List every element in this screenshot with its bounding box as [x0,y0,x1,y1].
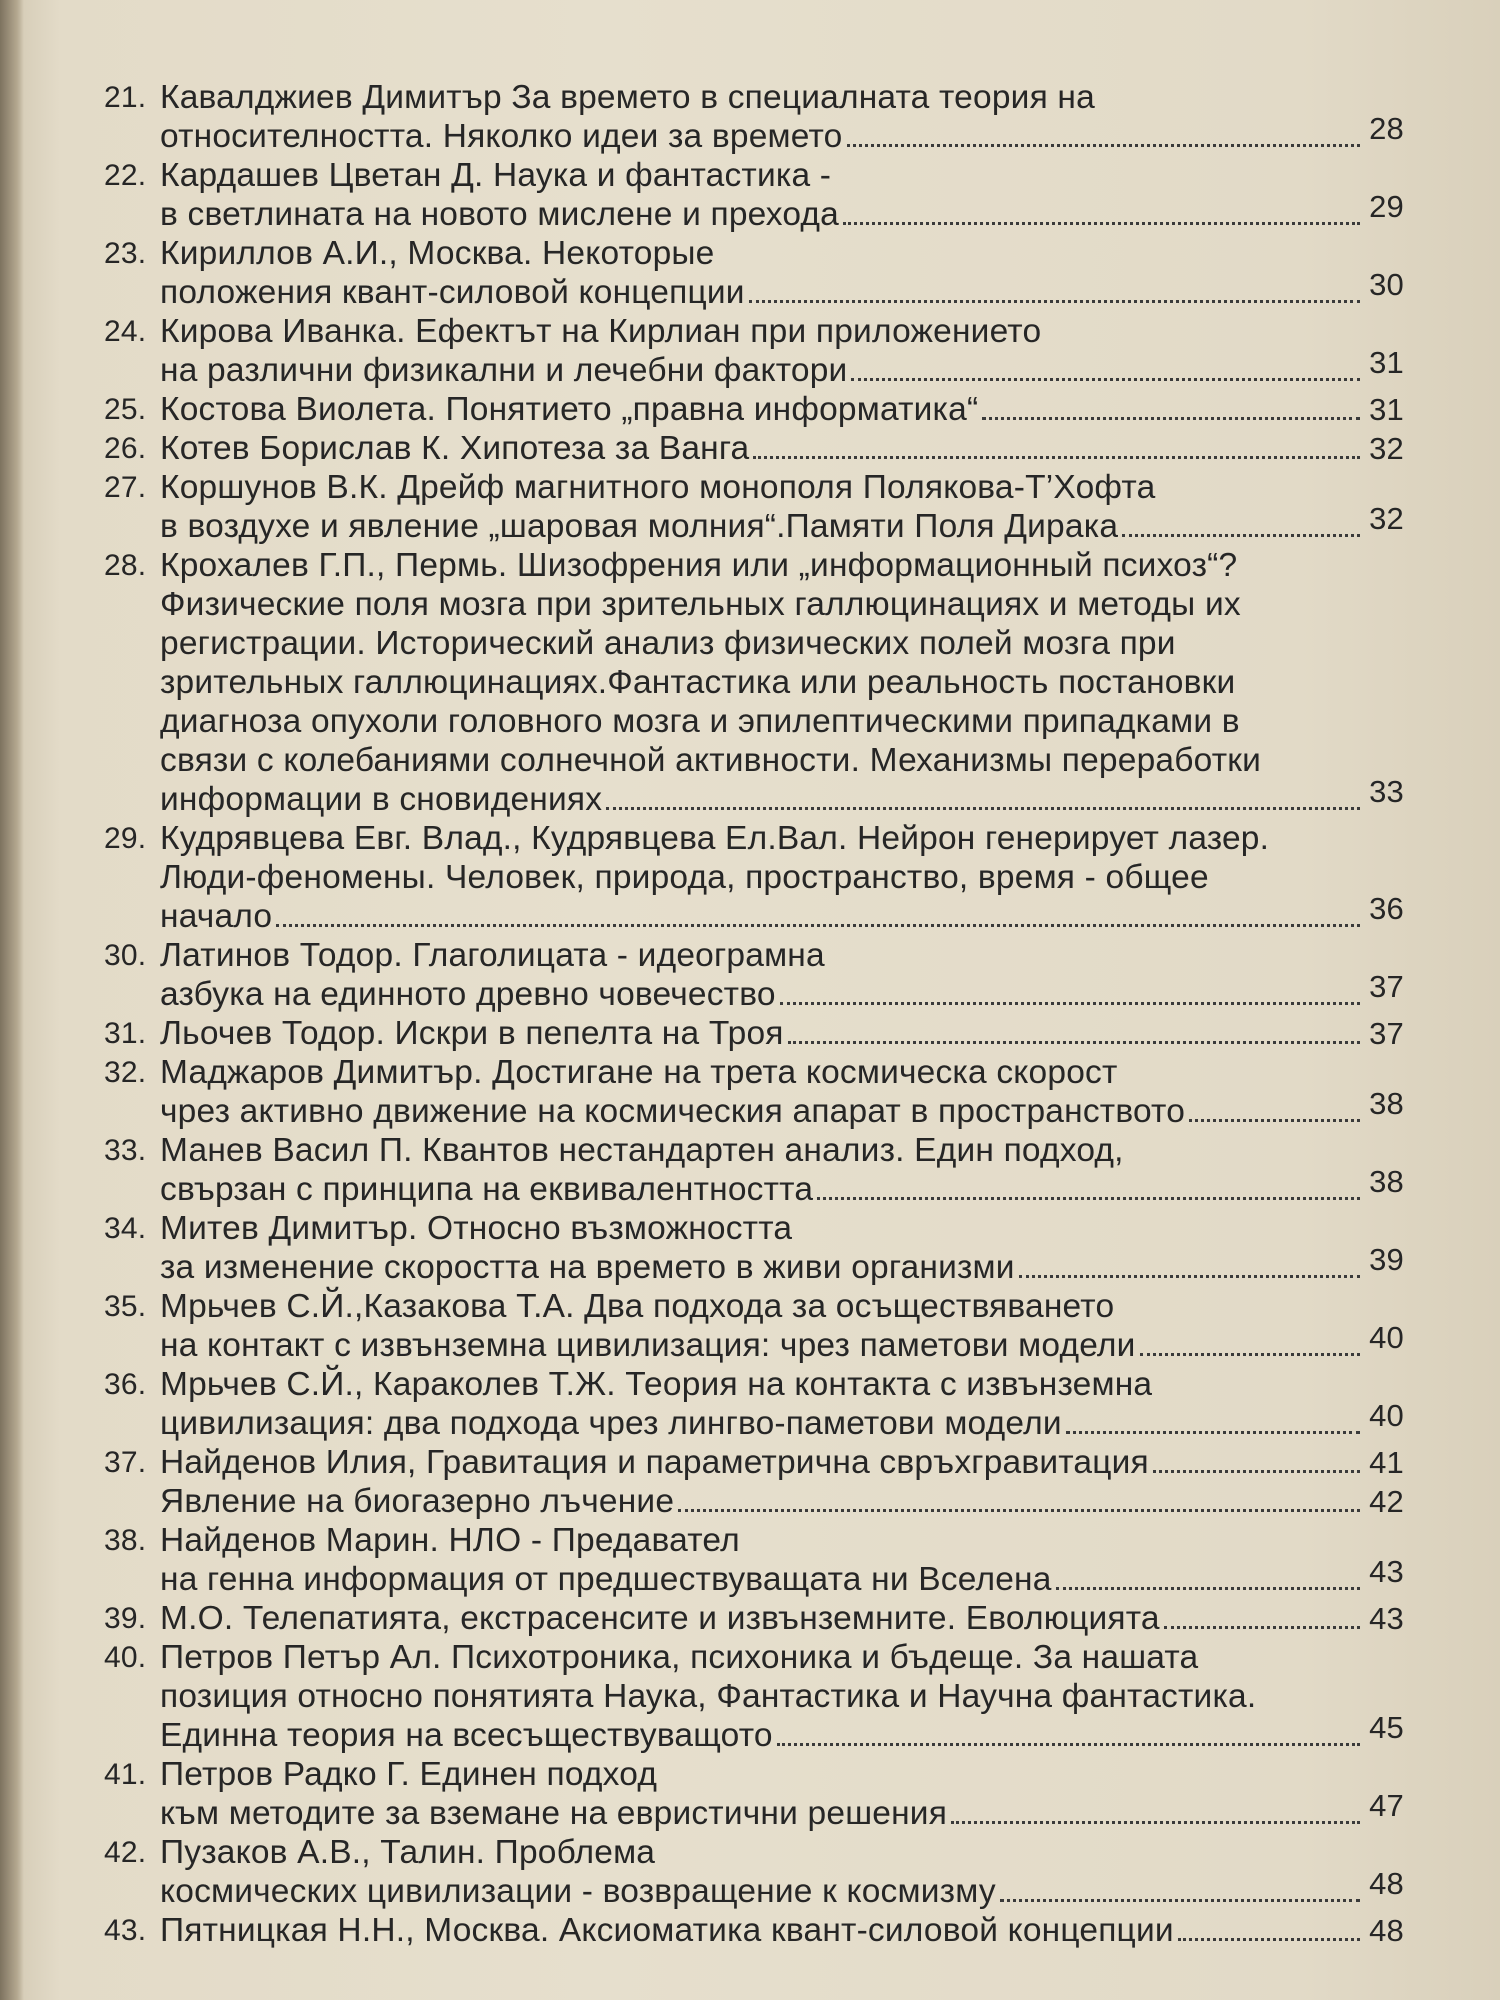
entry-title-line: към методите за вземане на евристични решения [160,1795,948,1832]
entry-title-line: Пузаков А.В., Талин. Проблема [160,1834,656,1871]
toc-entry [104,1482,1404,1521]
entry-title-line: Найденов Илия, Гравитация и параметрична свръхгравитация [160,1444,1149,1481]
entry-page-number: 43 [1369,1554,1404,1589]
entry-title-line: Люди-феномены. Человек, природа, пространство, время - общее [160,859,1209,896]
dot-leader [851,376,1360,381]
toc-entry [104,1638,1404,1755]
toc-entry [104,156,1404,234]
entry-page-number: 48 [1369,1913,1404,1948]
entry-number: 27. [104,471,147,504]
entry-title-line: Коршунов В.К. Дрейф магнитного монополя Полякова-Т’Хофта [160,469,1156,506]
toc-entry [104,1833,1404,1911]
dot-leader [817,1195,1360,1200]
entry-title-line: информации в сновидениях [160,781,603,818]
entry-page-number: 38 [1369,1164,1404,1199]
entry-page-number: 41 [1369,1445,1404,1480]
toc-entry [104,1599,1404,1638]
toc-entry [104,234,1404,312]
entry-title-line: свързан с принципа на еквивалентността [160,1171,814,1208]
table-of-contents [104,78,1404,1950]
entry-title-line: позиция относно понятията Наука, Фантастика и Научна фантастика. [160,1678,1257,1715]
entry-number: 21. [104,81,147,114]
entry-number: 43. [104,1914,147,1947]
dot-leader [1000,1897,1360,1902]
entry-title-line: регистрации. Исторический анализ физических полей мозга при [160,625,1176,662]
entry-title-line: Маджаров Димитър. Достигане на трета космическа скорост [160,1054,1118,1091]
entry-title-line: Пятницкая Н.Н., Москва. Аксиоматика квант-силовой концепции [160,1912,1174,1949]
dot-leader [982,415,1360,420]
entry-page-number: 30 [1369,267,1404,302]
entry-number: 23. [104,237,147,270]
dot-leader [777,1741,1360,1746]
entry-page-number: 45 [1369,1710,1404,1745]
toc-entry [104,1287,1404,1365]
entry-page-number: 36 [1369,891,1404,926]
entry-number: 26. [104,432,147,465]
entry-title-line: за изменение скоростта на времето в живи организми [160,1249,1015,1286]
entry-page-number: 29 [1369,189,1404,224]
entry-title-line: относителността. Няколко идеи за времето [160,118,843,155]
entry-title-line: на генна информация от предшествуващата ни Вселена [160,1561,1052,1598]
entry-title-line: на различни физикални и лечебни фактори [160,352,848,389]
entry-number: 31. [104,1017,147,1050]
entry-number: 34. [104,1212,147,1245]
entry-number: 22. [104,159,147,192]
entry-number: 25. [104,393,147,426]
entry-number: 38. [104,1524,147,1557]
dot-leader [276,922,1360,927]
entry-number: 41. [104,1758,147,1791]
page-binding-edge [0,0,24,2000]
entry-title-line: Кириллов А.И., Москва. Некоторые [160,235,715,272]
entry-title-line: Льочев Тодор. Искри в пепелта на Троя [160,1015,784,1052]
entry-title-line: азбука на единното древно човечество [160,976,776,1013]
entry-number: 36. [104,1368,147,1401]
entry-page-number: 32 [1369,431,1404,466]
entry-number: 24. [104,315,147,348]
entry-title-line: в светлината на новото мислене и прехода [160,196,839,233]
entry-title-line: Крохалев Г.П., Пермь. Шизофрения или „информационный психоз“? [160,547,1238,584]
entry-title-line: положения квант-силовой концепции [160,274,745,311]
entry-title-line: Петров Радко Г. Единен подход [160,1756,658,1793]
entry-page-number: 48 [1369,1866,1404,1901]
toc-entry [104,1365,1404,1443]
dot-leader [1066,1429,1360,1434]
entry-number: 40. [104,1641,147,1674]
entry-page-number: 40 [1369,1398,1404,1433]
entry-title-line: Физические поля мозга при зрительных галлюцинациях и методы их [160,586,1241,623]
entry-title-line: Костова Виолета. Понятието „правна информатика“ [160,391,979,428]
entry-page-number: 39 [1369,1242,1404,1277]
entry-number: 35. [104,1290,147,1323]
dot-leader [1122,532,1360,537]
entry-title-line: космических цивилизации - возвращение к космизму [160,1873,996,1910]
toc-entry [104,1521,1404,1599]
toc-entry [104,390,1404,429]
dot-leader [1164,1624,1360,1629]
entry-page-number: 42 [1369,1484,1404,1519]
entry-number: 28. [104,549,147,582]
entry-title-line: Найденов Марин. НЛО - Предавател [160,1522,740,1559]
toc-entry [104,429,1404,468]
toc-entry [104,312,1404,390]
entry-title-line: Петров Петър Ал. Психотроника, психоника и бъдеще. За нашата [160,1639,1199,1676]
dot-leader [951,1819,1360,1824]
dot-leader [1153,1468,1360,1473]
entry-title-line: чрез активно движение на космическия апарат в пространството [160,1093,1186,1130]
entry-page-number: 37 [1369,1016,1404,1051]
entry-page-number: 28 [1369,111,1404,146]
entry-title-line: Мрьчев С.Й.,Казакова Т.А. Два подхода за осъществяването [160,1288,1115,1325]
entry-title-line: Митев Димитър. Относно възможността [160,1210,793,1247]
entry-title-line: Мрьчев С.Й., Караколев Т.Ж. Теория на контакта с извънземна [160,1366,1153,1403]
entry-page-number: 31 [1369,345,1404,380]
entry-title-line: Латинов Тодор. Глаголицата - идеограмна [160,937,825,974]
toc-entry [104,819,1404,936]
entry-number: 42. [104,1836,147,1869]
toc-entry [104,1911,1404,1950]
dot-leader [753,454,1360,459]
entry-number: 32. [104,1056,147,1089]
toc-entry [104,468,1404,546]
entry-page-number: 43 [1369,1601,1404,1636]
entry-page-number: 37 [1369,969,1404,1004]
entry-number: 39. [104,1602,147,1635]
entry-page-number: 47 [1369,1788,1404,1823]
entry-page-number: 31 [1369,392,1404,427]
entry-title-line: Котев Борислав К. Хипотеза за Ванга [160,430,750,467]
entry-title-line: в воздухе и явление „шаровая молния“.Памяти Поля Дирака [160,508,1119,545]
entry-title-line: Кавалджиев Димитър За времето в специалната теория на [160,79,1095,116]
toc-entry [104,1014,1404,1053]
dot-leader [1178,1936,1360,1941]
dot-leader [1140,1351,1360,1356]
dot-leader [749,298,1360,303]
dot-leader [780,1000,1360,1005]
toc-entry [104,78,1404,156]
entry-title-line: связи с колебаниями солнечной активности. Механизмы переработки [160,742,1262,779]
entry-title-line: Кудрявцева Евг. Влад., Кудрявцева Ел.Вал. Нейрон генерирует лазер. [160,820,1270,857]
dot-leader [788,1039,1360,1044]
toc-entry [104,1053,1404,1131]
entry-title-line: М.О. Телепатията, екстрасенсите и извънземните. Еволюцията [160,1600,1160,1637]
entry-title-line: цивилизация: два подхода чрез лингво-паметови модели [160,1405,1062,1442]
dot-leader [1189,1117,1360,1122]
entry-title-line: зрительных галлюцинациях.Фантастика или реальность постановки [160,664,1236,701]
dot-leader [678,1507,1360,1512]
toc-entry [104,936,1404,1014]
entry-page-number: 32 [1369,501,1404,536]
entry-number: 29. [104,822,147,855]
entry-title-line: Явление на биогазерно лъчение [160,1483,675,1520]
dot-leader [1019,1273,1360,1278]
entry-title-line: на контакт с извънземна цивилизация: чрез паметови модели [160,1327,1136,1364]
entry-number: 30. [104,939,147,972]
toc-entry [104,1443,1404,1482]
entry-number: 33. [104,1134,147,1167]
dot-leader [1056,1585,1360,1590]
dot-leader [843,220,1360,225]
dot-leader [847,142,1361,147]
entry-page-number: 38 [1369,1086,1404,1121]
entry-page-number: 33 [1369,774,1404,809]
entry-title-line: Кардашев Цветан Д. Наука и фантастика - [160,157,832,194]
entry-number: 37. [104,1446,147,1479]
entry-title-line: начало [160,898,273,935]
toc-entry [104,1755,1404,1833]
toc-entry [104,1131,1404,1209]
toc-entry [104,546,1404,819]
entry-page-number: 40 [1369,1320,1404,1355]
toc-entry [104,1209,1404,1287]
dot-leader [606,805,1360,810]
entry-title-line: диагноза опухоли головного мозга и эпилептическими припадками в [160,703,1240,740]
entry-title-line: Манев Васил П. Квантов нестандартен анализ. Един подход, [160,1132,1124,1169]
entry-title-line: Единна теория на всесъществуващото [160,1717,773,1754]
entry-title-line: Кирова Иванка. Ефектът на Кирлиан при приложението [160,313,1042,350]
